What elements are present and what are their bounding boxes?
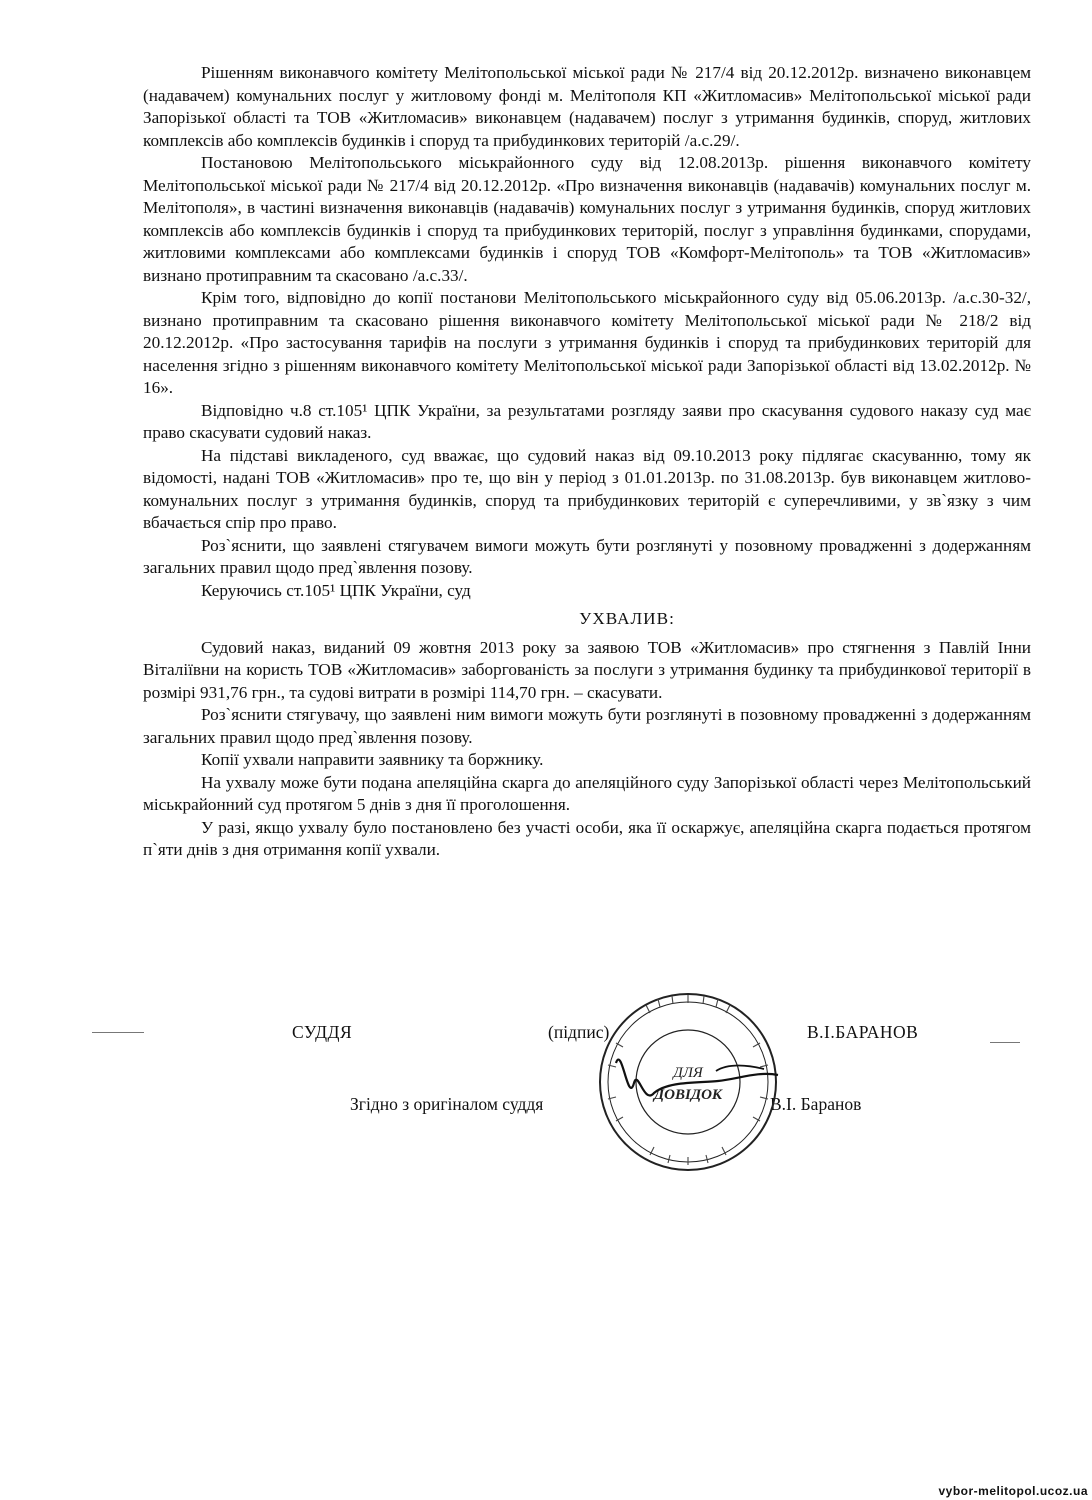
site-watermark: vybor-melitopol.ucoz.ua xyxy=(938,1484,1088,1498)
paragraph-2: Постановою Мелітопольського міськрайонного суду від 12.08.2013р. рішення виконавчого комітету Мелітопольської міської ради № 217/4 від 20.12.2012р. «Про визначення виконавців (надавачів) комунальних послуг м. Мелітополя», в частині визначення виконавців (надавачів) комунальних послуг з утримання будинків, споруд житлових комплексів або комплексів будинків і споруд та прибудинкових територій, послуг з управління будинками, спорудами, житловими комплексами або комплексами будинків і споруд ТОВ «Комфорт-Мелітополь» та ТОВ «Житломасив» визнано протиправним та скасовано /а.с.33/. xyxy=(143,153,1031,285)
decision-paragraph-2: Роз`яснити стягувачу, що заявлені ним вимоги можуть бути розглянуті в позовному провадженні з додержанням загальних правил щодо пред`явлення позову. xyxy=(143,705,1031,747)
decision-paragraph-3: Копії ухвали направити заявнику та боржнику. xyxy=(201,750,544,769)
paragraph-4: Відповідно ч.8 ст.105¹ ЦПК України, за результатами розгляду заяви про скасування судового наказу суд має право скасувати судовий наказ. xyxy=(143,400,1031,442)
copy-certification-label: Згідно з оригіналом суддя xyxy=(350,1094,544,1114)
scan-mark xyxy=(990,1042,1020,1043)
seal-text-top: ДЛЯ xyxy=(673,1065,703,1081)
signature-role: СУДДЯ xyxy=(292,1022,353,1042)
seal-text-bottom: ДОВІДОК xyxy=(653,1087,723,1103)
paragraph-3: Крім того, відповідно до копії постанови Мелітопольського міськрайонного суду від 05.06.2013р. /а.с.30-32/, визнано протиправним та скасовано рішення виконавчого комітету Мелітопольської міської ради № 218/2 від 20.12.2012р. «Про застосування тарифів на послуги з утримання будинків і споруд та прибудинкових територій для населення згідно з рішенням виконавчого комітету Мелітопольської міської ради Запорізької області від 13.02.2012р. № 16». xyxy=(143,288,1031,397)
decision-paragraph-4: На ухвалу може бути подана апеляційна скарга до апеляційного суду Запорізької області через Мелітопольський міськрайонний суд протягом 5 днів з дня її проголошення. xyxy=(143,772,1031,814)
signature-name: В.І.БАРАНОВ xyxy=(807,1022,919,1042)
paragraph-5: На підставі викладеного, суд вважає, що судовий наказ від 09.10.2013 року підлягає скасуванню, тому як відомості, надані ТОВ «Житломасив» про те, що він у період з 01.01.2013р. по 31.08.2013р. був виконавцем житлово-комунальних послуг з утримання будинків, споруд та прибудинкових територій є суперечливими, у зв`язку з чим вбачається спір про право. xyxy=(143,445,1031,532)
decision-heading: УХВАЛИВ: xyxy=(579,609,675,628)
signature-note: (підпис) xyxy=(548,1022,610,1042)
paragraph-6: Роз`яснити, що заявлені стягувачем вимоги можуть бути розглянуті у позовному провадженні з додержанням загальних правил щодо пред`явлення позову. xyxy=(143,535,1031,577)
scan-mark xyxy=(92,1032,144,1033)
court-seal xyxy=(588,985,788,1175)
copy-certification-name: В.І. Баранов xyxy=(770,1094,862,1114)
document-body xyxy=(143,62,1031,862)
paragraph-1: Рішенням виконавчого комітету Мелітопольської міської ради № 217/4 від 20.12.2012р. визначено виконавцем (надавачем) комунальних послуг у житловому фонді м. Мелітополя КП «Житломасив» Мелітопольської міської ради Запорізької області та ТОВ «Житломасив» виконавцем (надавачем) послуг з утримання будинків, споруд, житлових комплексів або комплексів будинків і споруд та прибудинкових територій /а.с.29/. xyxy=(143,63,1031,150)
paragraph-7: Керуючись ст.105¹ ЦПК України, суд xyxy=(201,580,471,600)
decision-paragraph-5: У разі, якщо ухвалу було постановлено без участі особи, яка її оскаржує, апеляційна скарга подається протягом п`яти днів з дня отримання копії ухвали. xyxy=(143,817,1031,859)
decision-paragraph-1: Судовий наказ, виданий 09 жовтня 2013 року за заявою ТОВ «Житломасив» про стягнення з Павлій Інни Віталіївни на користь ТОВ «Житломасив» заборгованість за послуги з утримання будинку та прибудинкової території в розмірі 931,76 грн., та судові витрати в розмірі 114,70 грн. – скасувати. xyxy=(143,637,1031,702)
